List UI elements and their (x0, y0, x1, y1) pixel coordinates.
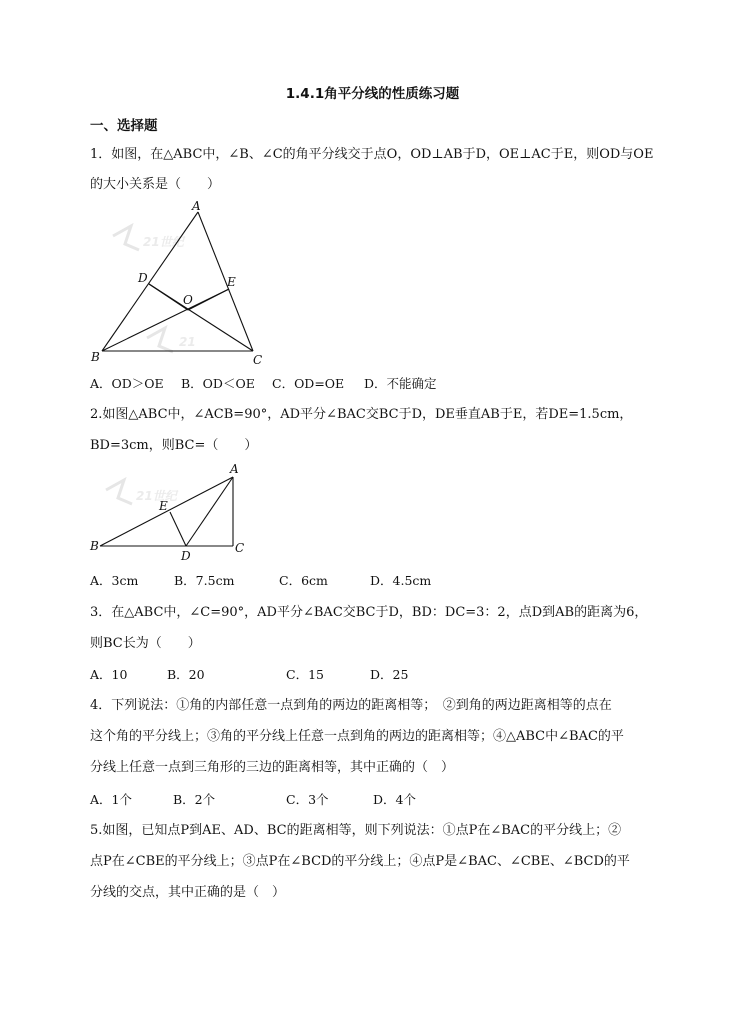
q4-option-c[interactable]: C．3个 (286, 792, 329, 807)
q1-figure (85, 198, 285, 373)
segment-oe (188, 289, 229, 310)
svg-text:21: 21 (179, 335, 196, 349)
q2-option-a[interactable]: A．3cm (90, 573, 139, 588)
segment-de (170, 512, 186, 546)
label-d: D (138, 271, 148, 285)
q4-option-b[interactable]: B．2个 (173, 792, 216, 807)
label-c: C (235, 541, 245, 555)
q2-option-d[interactable]: D．4.5cm (370, 573, 432, 588)
q3-line-2: 则BC长为（ ） (90, 636, 201, 651)
label-e: E (159, 499, 168, 513)
label-b: B (90, 539, 99, 553)
segment-ad (186, 477, 233, 546)
q2-figure (88, 462, 258, 562)
q5-line-3: 分线的交点，其中正确的是（ ） (90, 885, 286, 900)
watermark-logo (113, 226, 196, 352)
section-heading: 一、选择题 (90, 118, 158, 134)
q5-line-1: 5.如图，已知点P到AE、AD、BC的距离相等，则下列说法：①点P在∠BAC的平分线上；② (90, 823, 622, 838)
label-a: A (192, 199, 201, 213)
q1-line-2: 的大小关系是（ ） (90, 177, 221, 192)
page-title: 1.4.1角平分线的性质练习题 (285, 86, 460, 102)
label-c: C (253, 353, 263, 367)
q3-option-d[interactable]: D．25 (370, 667, 409, 682)
q1-option-b[interactable]: B．OD＜OE (181, 376, 255, 391)
q3-option-c[interactable]: C．15 (286, 667, 324, 682)
q4-line-3: 分线上任意一点到三角形的三边的距离相等，其中正确的（ ） (90, 760, 455, 775)
q5-line-2: 点P在∠CBE的平分线上；③点P在∠BCD的平分线上；④点P是∠BAC、∠CBE、∠BCD的平 (90, 854, 630, 869)
side-ac (198, 212, 253, 351)
q4-option-d[interactable]: D．4个 (373, 792, 416, 807)
q3-line-1: 3．在△ABC中，∠C=90°，AD平分∠BAC交BC于D，BD：DC=3：2，点D到AB的距离为6， (90, 605, 648, 620)
q4-line-2: 这个角的平分线上；③角的平分线上任意一点到角的两边的距离相等；④△ABC中∠BAC的平 (90, 729, 624, 744)
q1-option-c[interactable]: C．OD=OE (272, 376, 345, 391)
q1-line-1: 1．如图，在△ABC中，∠B、∠C的角平分线交于点O，OD⊥AB于D，OE⊥AC于E，则OD与OE (90, 147, 654, 162)
label-o: O (183, 293, 193, 307)
q1-option-d[interactable]: D．不能确定 (364, 376, 437, 391)
label-d: D (181, 549, 191, 563)
q3-option-b[interactable]: B．20 (167, 667, 205, 682)
label-b: B (91, 350, 100, 364)
q4-line-1: 4．下列说法：①角的内部任意一点到角的两边的距离相等； ②到角的两边距离相等的点在 (90, 698, 612, 713)
q2-line-1: 2.如图△ABC中，∠ACB=90°，AD平分∠BAC交BC于D，DE垂直AB于E，若DE=1.5cm， (90, 407, 633, 422)
q1-option-a[interactable]: A．OD＞OE (90, 376, 164, 391)
q2-line-2: BD=3cm，则BC=（ ） (90, 438, 258, 453)
svg-text:21世纪: 21世纪 (136, 489, 177, 503)
label-a: A (230, 462, 239, 476)
label-e: E (227, 275, 236, 289)
q4-option-a[interactable]: A．1个 (90, 792, 132, 807)
svg-text:21世纪: 21世纪 (143, 235, 184, 249)
watermark-logo (106, 480, 179, 504)
q2-option-c[interactable]: C．6cm (279, 573, 328, 588)
q3-option-a[interactable]: A．10 (90, 667, 128, 682)
q2-option-b[interactable]: B．7.5cm (174, 573, 235, 588)
